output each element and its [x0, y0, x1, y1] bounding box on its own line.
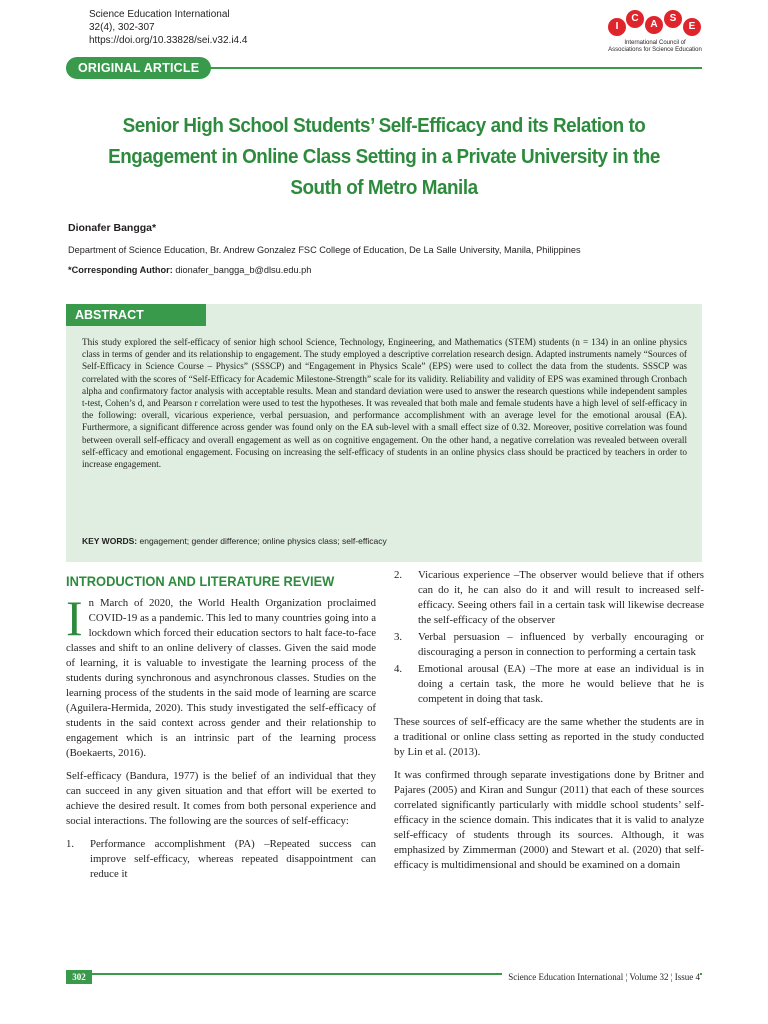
abstract-label: ABSTRACT [66, 304, 206, 326]
logo-caption-line2: Associations for Science Education [608, 47, 702, 53]
article-title: Senior High School Students’ Self-Efficacy and its Relation to Engagement in Online Class Setting in a Private University in the South of Metro Manila [108, 114, 660, 199]
right-paragraph-1: These sources of self-efficacy are the same whether the students are in a traditional or online class setting as reported in the study conducted by Lin et al. (2013). [394, 716, 704, 758]
keywords-label: KEY WORDS: [82, 536, 138, 546]
list-item [394, 568, 704, 628]
journal-volume: 32(4), 302-307 [89, 22, 155, 33]
sources-list-right [394, 568, 704, 707]
journal-doi[interactable]: https://doi.org/10.33828/sei.v32.i4.4 [89, 35, 248, 46]
intro-paragraph-1 [66, 590, 376, 761]
list-item-number: 3. [394, 631, 403, 643]
icase-logo [600, 8, 710, 60]
logo-ball-c: C [626, 10, 644, 28]
intro-paragraph-1-text: n March of 2020, the World Health Organization proclaimed COVID-19 as a pandemic. This led to many countries going into a lockdown which forced their education sectors to halt face-to-face classes and shift to an online delivery of classes. Given the said mode of learning, it is valuable to investigate the learning process of the students during synchronous and asynchronous classes. Studies on the learning process of the students in the said mode of learning are scarce (Aguilera-Hermida, 2020). This study investigated the self-efficacy of students in the said context across gender and their relationship to engagement which is an intrinsic part of the learning process (Boekaerts, 2016). [66, 597, 376, 759]
logo-balls [600, 8, 710, 38]
author-name: Dionafer Bangga* [68, 222, 157, 234]
list-item-number: 2. [394, 569, 403, 581]
list-item-text: Emotional arousal (EA) –The more at ease an individual is in doing a certain task, the more he would believe that he is competent in doing that task. [418, 663, 704, 705]
list-item [394, 630, 704, 660]
footer-journal: Science Education International ¦ Volume 32 ¦ Issue 4 [502, 971, 700, 983]
right-column [394, 568, 704, 881]
logo-caption-line1: International Council of [624, 40, 686, 46]
list-item [66, 837, 376, 882]
left-column [66, 568, 376, 890]
list-item-text: Vicarious experience –The observer would believe that if others can do it, he can also do it and will result to increased self-efficacy. Seeing others fail in a certain task will likewise decrease the self-efficacy of the observer [418, 569, 704, 626]
logo-ball-a: A [645, 16, 663, 34]
corresponding-email[interactable]: dionafer_bangga_b@dlsu.edu.ph [175, 265, 312, 275]
logo-ball-i: I [608, 18, 626, 36]
page-number: 302 [66, 970, 92, 984]
list-item-number: 4. [394, 663, 403, 675]
list-item-text: Performance accomplishment (PA) –Repeated success can improve self-efficacy, whereas repeated disappointment can reduce it [90, 838, 376, 880]
sources-list-left [66, 837, 376, 882]
logo-ball-e: E [683, 18, 701, 36]
journal-name: Science Education International [89, 9, 230, 20]
journal-info [89, 8, 247, 47]
keywords-list: engagement; gender difference; online physics class; self-efficacy [139, 536, 387, 546]
list-item [394, 662, 704, 707]
list-item-number: 1. [66, 838, 75, 850]
intro-paragraph-2: Self-efficacy (Bandura, 1977) is the belief of an individual that they can succeed in any given situation and that effort will be exerted to achieve the desired result. It comes from both personal experience and social interactions. The following are the sources of self-efficacy: [66, 770, 376, 827]
abstract-text: This study explored the self-efficacy of senior high school Science, Technology, Engineering, and Mathematics (STEM) students (n = 134) in an online physics class in terms of gender and its relationship to engagement. The study employed a descriptive correlation research design. Adapted instruments namely “Sources of Self-Efficacy in Science Course – Physics” (SSSCP) and “Engagement in Physics Scale” (EPS) were used to collect the data from the students. SSSCP was correlated with the scores of “Self-Efficacy for Academic Milestone-Strength” scale for its validity. Reliability and validity of EPS was examined through Cronbach alpha and confirmatory factor analysis with acceptable results. Mean and standard deviation were used to answer the research questions while independent samples t-test, Cohen’s d, and Pearson r correlation were used to test the hypotheses. It was revealed that both male and female students have a high level of self-efficacy in the following: overall, vicarious experience, verbal persuasion, and performance accomplishment with an average level for the emotional arousal (EA). Furthermore, a significant difference across gender was found only on the EA sub-level with a small effect size of 0.32. Moreover, positive correlation was found between overall self-efficacy and overall engagement as well as on cognitive engagement. On the other hand, a negative correlation was revealed between overall self-efficacy and emotional engagement. Focusing on increasing the self-efficacy of students in an online physics class should be practiced by teachers in order to increase engagement. [82, 337, 687, 470]
logo-ball-s: S [664, 10, 682, 28]
right-paragraph-2: It was confirmed through separate investigations done by Britner and Pajares (2005) and Kiran and Sungur (2011) that each of these sources correlated significantly particularly with middle school students’ self-efficacy in the science domain. This indicates that it is valid to analyze self-efficacy of students through its sources. Although, it was emphasized by Zimmerman (2000) and Stewart et al. (2020) that self-efficacy is multidimensional and should be examined on a domain [394, 769, 704, 871]
corresponding-author [68, 265, 311, 275]
list-item-text: Verbal persuasion – influenced by verbally encouraging or discouraging a person in connection to performing a certain task [418, 631, 704, 658]
keywords [82, 536, 387, 546]
logo-caption [600, 40, 710, 54]
author-affiliation: Department of Science Education, Br. Andrew Gonzalez FSC College of Education, De La Salle University, Manila, Philippines [68, 245, 581, 255]
article-type-badge: ORIGINAL ARTICLE [66, 57, 211, 79]
corresponding-label: *Corresponding Author: [68, 265, 173, 275]
drop-cap: I [66, 590, 83, 646]
section-heading-introduction: INTRODUCTION AND LITERATURE REVIEW [66, 573, 335, 589]
